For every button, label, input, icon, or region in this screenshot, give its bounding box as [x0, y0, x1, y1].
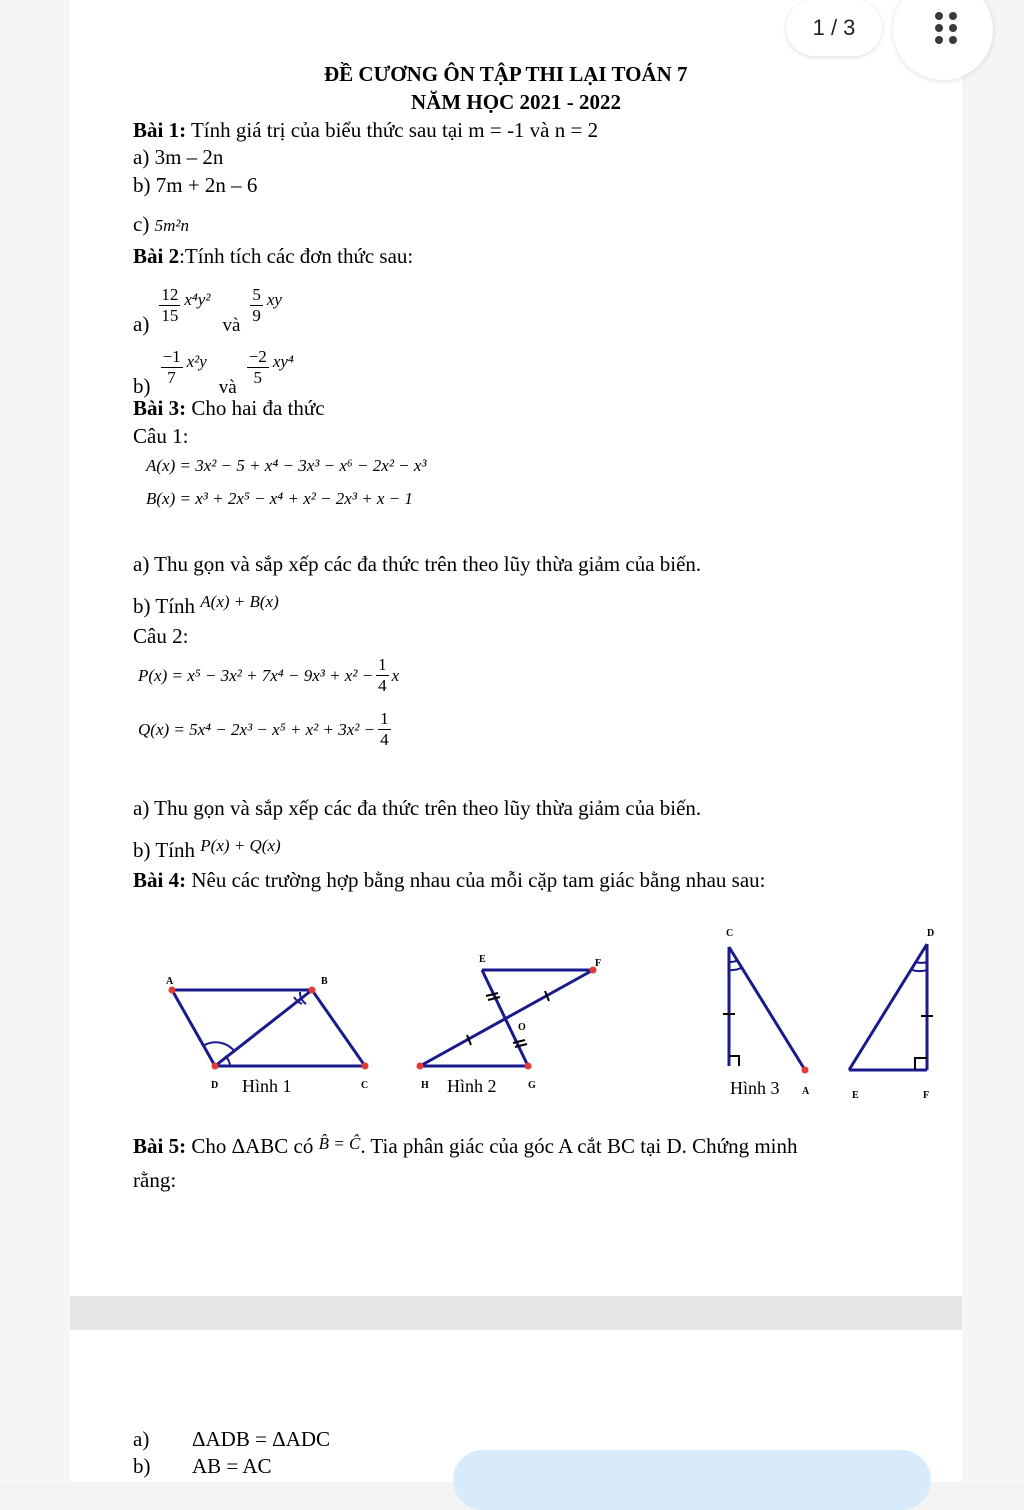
- fig1-point-B: [309, 987, 316, 994]
- bai3-Ax: A(x) = 3x² − 5 + x⁴ − 3x³ − x⁶ − 2x² − x³: [146, 456, 427, 475]
- bai2-a-var2: xy: [266, 290, 282, 309]
- bai1-text: Tính giá trị của biểu thức sau tại m = -1 và n = 2: [186, 118, 599, 142]
- bai2-b-var1: x²y: [186, 352, 207, 371]
- bai3-q2-b: b) Tính $^{P(x) + Q(x)}$: [133, 836, 281, 862]
- bai3-q2-a: a) Thu gọn và sắp xếp các đa thức trên theo lũy thừa giảm của biến.: [133, 796, 702, 820]
- fig3-right-angle-2: [915, 1058, 927, 1070]
- bai5-expr: B̂ = Ĉ: [318, 1134, 361, 1153]
- fig3-label-E: E: [852, 1090, 859, 1101]
- fig1-point-A: [169, 987, 176, 994]
- fig1-point-C: [362, 1063, 369, 1070]
- fig2-label-H: H: [421, 1080, 429, 1091]
- fig3-angle-mark-C2: [729, 967, 743, 970]
- bai3-label: Bài 3:: [133, 396, 187, 420]
- fig2-point-G: [525, 1063, 532, 1070]
- more-dots-icon[interactable]: [935, 12, 957, 44]
- bai1-c-prefix: c): [133, 212, 150, 236]
- bai3-Px-expr: P(x) = x⁵ − 3x² + 7x⁴ − 9x³ + x² −: [138, 665, 374, 685]
- fig3-angle-mark-D1: [916, 962, 927, 963]
- fig3-angle-mark-D2: [912, 970, 927, 971]
- fig3-point-A: [802, 1067, 809, 1074]
- page-separator: [70, 1296, 962, 1330]
- bai3-Qx-expr: Q(x) = 5x⁴ − 2x³ − x⁵ + x² + 3x² −: [138, 719, 376, 739]
- bai2-a-frac2: $\frac{5}{9}$: [252, 285, 261, 325]
- bai3-cau1: Câu 1:: [133, 424, 189, 448]
- bai2-a-var1: x⁴y²: [184, 290, 211, 309]
- fig2-label-E: E: [479, 954, 486, 965]
- fig1-caption: Hình 1: [242, 1076, 292, 1096]
- bai1-c-expr: 5m²n: [154, 216, 189, 235]
- figure-2: [417, 967, 597, 1070]
- bai3-Px-tail: x: [391, 665, 400, 685]
- fig2-label-F: F: [595, 958, 602, 969]
- fig1-parallelogram: [172, 990, 365, 1066]
- doc-title-line2: NĂM HỌC 2021 - 2022: [411, 90, 621, 114]
- bai2-b-frac2: $\frac{-2}{5}$: [248, 347, 267, 387]
- bai3-Bx: B(x) = x³ + 2x⁵ − x⁴ + x² − 2x³ + x − 1: [146, 489, 413, 508]
- bai3-q-a: a) Thu gọn và sắp xếp các đa thức trên theo lũy thừa giảm của biến.: [133, 552, 702, 576]
- bai4-text: Nêu các trường hợp bằng nhau của mỗi cặp tam giác bằng nhau sau:: [186, 868, 766, 892]
- bai4-label: Bài 4:: [133, 868, 187, 892]
- fig3-segment-CA: [729, 947, 805, 1070]
- bai5-a-label: a): [133, 1427, 150, 1451]
- bai2-a-va: và: [222, 315, 241, 336]
- fig1-label-B: B: [321, 976, 328, 987]
- fig2-point-H: [417, 1063, 424, 1070]
- fig1-label-A: A: [166, 976, 174, 987]
- figure-3: [723, 944, 933, 1074]
- page-counter: 1 / 3: [786, 0, 882, 56]
- fig3-label-F: F: [923, 1090, 930, 1101]
- bai2-a-prefix: a): [133, 312, 150, 336]
- bai5-line1: Bài 5: Cho ΔABC có B̂ = Ĉ. Tia phân giác của góc A cắt BC tại D. Chứng minh: [133, 1134, 798, 1158]
- fig1-label-D: D: [211, 1080, 219, 1091]
- bai5-label: Bài 5:: [133, 1134, 187, 1158]
- viewer-left-margin: [0, 0, 70, 1482]
- bai1-b: b) 7m + 2n – 6: [133, 173, 258, 197]
- bai1-a: a) 3m – 2n: [133, 145, 224, 169]
- fig3-label-C: C: [726, 928, 734, 939]
- figure-1: [169, 987, 369, 1070]
- bai3-Qx-frac: $\frac{1}{4}$: [380, 709, 389, 749]
- bai5-b-label: b): [133, 1454, 151, 1478]
- bai2-b-prefix: b): [133, 374, 151, 398]
- fig2-segment-FH: [420, 970, 593, 1066]
- viewer-right-margin: [962, 0, 1024, 1482]
- bai2-b-var2: xy⁴: [272, 352, 294, 371]
- fig2-caption: Hình 2: [447, 1076, 497, 1096]
- bai5-b-expr: AB = AC: [192, 1454, 272, 1478]
- fig3-label-A: A: [802, 1086, 810, 1097]
- bai3-text: Cho hai đa thức: [186, 396, 325, 420]
- doc-title-line1: ĐỀ CƯƠNG ÔN TẬP THI LẠI TOÁN 7: [324, 62, 688, 86]
- bai1-label: Bài 1:: [133, 118, 187, 142]
- bai2-text: :Tính tích các đơn thức sau:: [179, 244, 414, 268]
- bai2-label: Bài 2: [133, 244, 180, 268]
- fig2-label-O: O: [518, 1022, 526, 1033]
- bai3-q-b-expr: A(x) + B(x): [200, 592, 279, 611]
- bai3-Px-frac: $\frac{1}{4}$: [378, 655, 387, 695]
- bai2-b-va: và: [218, 377, 237, 398]
- bai2-a-frac1: $\frac{12}{15}$: [161, 285, 179, 325]
- fig1-point-D: [212, 1063, 219, 1070]
- fig3-label-D: D: [927, 928, 935, 939]
- bai3-q2-b-expr: P(x) + Q(x): [200, 836, 281, 855]
- bai5-a-expr: ΔADB = ΔADC: [192, 1427, 331, 1451]
- fig2-label-G: G: [528, 1080, 536, 1091]
- bai3-q-b: b) Tính $^{A(x) + B(x)}$: [133, 592, 279, 618]
- bai2-b-frac1: $\frac{-1}{7}$: [162, 347, 181, 387]
- fig1-label-C: C: [361, 1080, 369, 1091]
- floating-action-pill[interactable]: [453, 1450, 931, 1510]
- document-page-1: [70, 0, 962, 1296]
- fig3-caption: Hình 3: [730, 1078, 780, 1098]
- bai5-line2: rằng:: [133, 1168, 177, 1192]
- bai4-figures: [70, 0, 962, 1296]
- fig3-segment-DE: [849, 944, 927, 1070]
- bai3-cau2: Câu 2:: [133, 624, 189, 648]
